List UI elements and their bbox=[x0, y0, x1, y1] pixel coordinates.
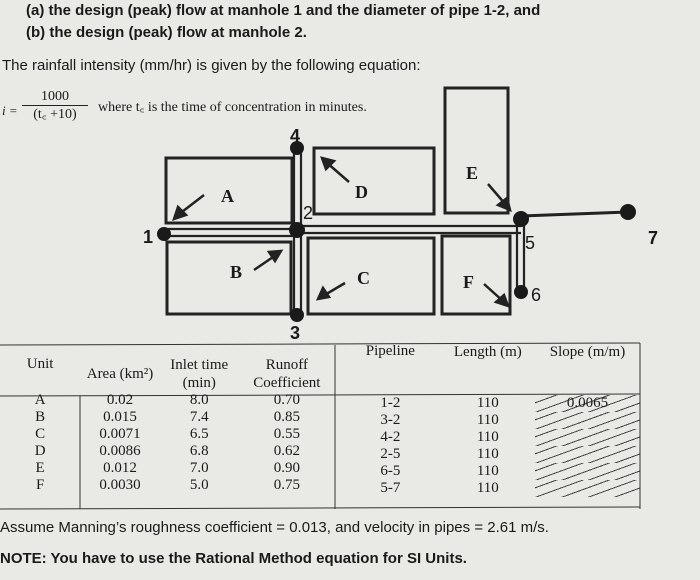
header-area: Area (km²) bbox=[86, 366, 154, 382]
slope-cell: 0.0065 bbox=[535, 395, 640, 412]
pipeline-cell: 4-2 bbox=[380, 429, 401, 445]
slope-cell bbox=[535, 446, 640, 463]
table-row bbox=[340, 429, 640, 446]
manhole-label-6: 6 bbox=[531, 285, 542, 305]
unit-cell: F bbox=[35, 477, 45, 493]
area-label-c: C bbox=[357, 268, 370, 288]
unit-table-header bbox=[0, 356, 335, 392]
table-row bbox=[0, 409, 335, 426]
table-row bbox=[340, 446, 640, 463]
header-length: Length (m) bbox=[453, 344, 522, 360]
inlet-time-cell: 6.5 bbox=[189, 426, 209, 442]
table-row bbox=[0, 477, 335, 494]
runoff-cell: 0.62 bbox=[273, 443, 300, 459]
header-unit: Unit bbox=[26, 356, 54, 372]
table-row bbox=[0, 426, 335, 443]
table-row bbox=[0, 460, 335, 477]
assumption-text: Assume Manning’s roughness coefficient = 0.013, and velocity in pipes = 2.61 m/s. bbox=[0, 519, 549, 536]
header-inlet-time: Inlet time (min) bbox=[170, 357, 229, 391]
header-slope: Slope (m/m) bbox=[549, 344, 626, 360]
length-cell: 110 bbox=[476, 463, 499, 479]
table-row bbox=[340, 412, 640, 429]
table-row bbox=[340, 395, 640, 412]
unit-cell: E bbox=[35, 460, 45, 476]
unit-cell: D bbox=[34, 443, 46, 459]
inlet-time-cell: 6.8 bbox=[189, 443, 209, 459]
pipe-table bbox=[340, 343, 640, 497]
runoff-cell: 0.85 bbox=[273, 409, 300, 425]
area-cell: 0.0030 bbox=[99, 477, 141, 493]
question-part-a: (a) the design (peak) flow at manhole 1 and the diameter of pipe 1-2, and bbox=[26, 2, 541, 19]
pipeline-cell: 2-5 bbox=[380, 446, 401, 462]
unit-cell: A bbox=[34, 392, 46, 408]
inlet-time-cell: 7.0 bbox=[189, 460, 209, 476]
area-cell: 0.012 bbox=[103, 460, 137, 476]
pipeline-cell: 6-5 bbox=[380, 463, 401, 479]
inlet-time-cell: 7.4 bbox=[189, 409, 209, 425]
area-cell: 0.0071 bbox=[99, 426, 141, 442]
area-label-b: B bbox=[230, 262, 243, 282]
runoff-cell: 0.70 bbox=[273, 392, 300, 408]
equation-where: where t꜀ is the time of concentration in minutes. bbox=[98, 100, 367, 115]
table-row bbox=[0, 392, 335, 409]
runoff-cell: 0.90 bbox=[273, 460, 300, 476]
slope-cell bbox=[535, 480, 640, 497]
area-label-f: F bbox=[463, 272, 474, 292]
slope-cell bbox=[535, 429, 640, 446]
manhole-label-5: 5 bbox=[525, 233, 536, 253]
equation-lhs: i = bbox=[2, 103, 18, 118]
pipeline-cell: 1-2 bbox=[380, 395, 401, 411]
length-cell: 110 bbox=[476, 429, 499, 445]
area-label-e: E bbox=[466, 163, 479, 183]
header-pipeline: Pipeline bbox=[365, 343, 415, 359]
area-cell: 0.015 bbox=[103, 409, 137, 425]
runoff-cell: 0.75 bbox=[273, 477, 300, 493]
manhole-label-3: 3 bbox=[290, 323, 301, 343]
unit-table bbox=[0, 356, 335, 494]
runoff-cell: 0.55 bbox=[273, 426, 300, 442]
pipeline-cell: 3-2 bbox=[380, 412, 401, 428]
pipe-table-header bbox=[340, 343, 640, 395]
length-cell: 110 bbox=[476, 480, 499, 496]
length-cell: 110 bbox=[476, 412, 499, 428]
manhole-label-4: 4 bbox=[290, 126, 301, 146]
area-cell: 0.02 bbox=[106, 392, 134, 408]
table-row bbox=[0, 443, 335, 460]
table-row bbox=[340, 463, 640, 480]
header-runoff: Runoff Coefficient bbox=[253, 357, 321, 391]
area-label-a: A bbox=[221, 186, 234, 206]
length-cell: 110 bbox=[476, 395, 499, 411]
unit-cell: C bbox=[35, 426, 46, 442]
rainfall-intro: The rainfall intensity (mm/hr) is given by the following equation: bbox=[2, 57, 421, 74]
manhole-label-2: 2 bbox=[303, 203, 314, 223]
note-text: NOTE: You have to use the Rational Method equation for SI Units. bbox=[0, 550, 467, 567]
pipeline-cell: 5-7 bbox=[380, 480, 401, 496]
area-label-d: D bbox=[355, 182, 368, 202]
unit-cell: B bbox=[35, 409, 46, 425]
table-row bbox=[340, 480, 640, 497]
manhole-label-1: 1 bbox=[143, 227, 154, 247]
manhole-label-7: 7 bbox=[648, 228, 659, 248]
slope-cell bbox=[535, 412, 640, 429]
inlet-time-cell: 5.0 bbox=[189, 477, 209, 493]
slope-cell bbox=[535, 463, 640, 480]
question-part-b: (b) the design (peak) flow at manhole 2. bbox=[26, 24, 307, 41]
area-cell: 0.0086 bbox=[99, 443, 141, 459]
length-cell: 110 bbox=[476, 446, 499, 462]
equation-denominator: (t꜀ +10) bbox=[33, 107, 77, 122]
equation-numerator: 1000 bbox=[22, 88, 88, 106]
inlet-time-cell: 8.0 bbox=[189, 392, 209, 408]
